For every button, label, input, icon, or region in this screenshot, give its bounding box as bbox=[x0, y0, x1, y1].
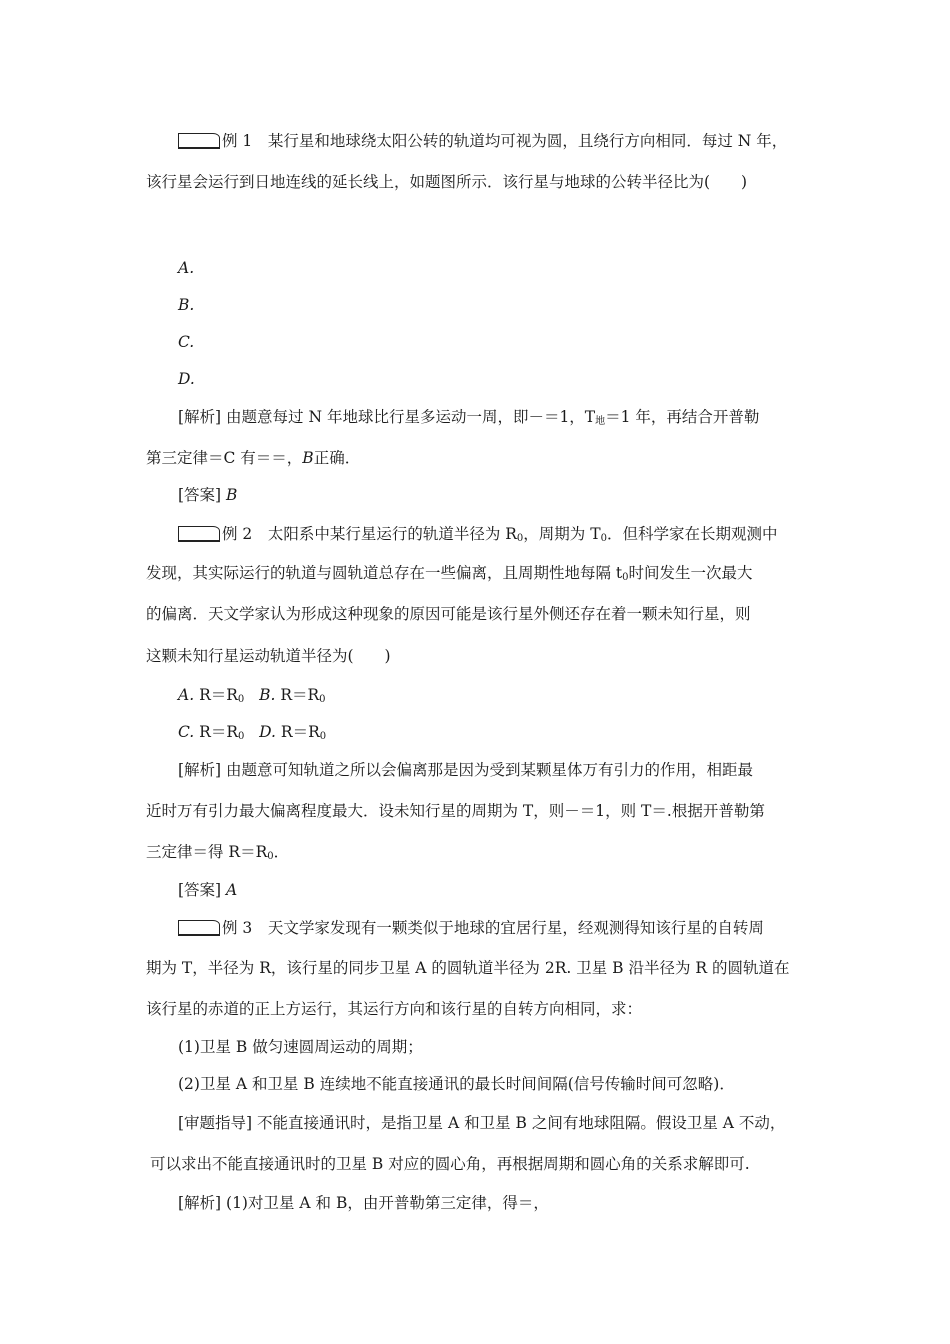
option-d: D. bbox=[178, 370, 195, 388]
example-2-label: 例 2 bbox=[222, 525, 253, 543]
question-1: (1)卫星 B 做匀速圆周运动的周期； bbox=[178, 1038, 423, 1056]
example-2-options-ab: A. $R=R_0$ B. $R=R_0$ bbox=[178, 686, 326, 705]
example-2-line-2: 发现，其实际运行的轨道与圆轨道总存在一些偏离，且周期性地每隔 $t_0$时间发生一次最大 bbox=[146, 564, 753, 583]
option-b: B. bbox=[178, 296, 195, 314]
example-1-line-2: 该行星会运行到日地连线的延长线上，如题图所示．该行星与地球的公转半径比为( ) bbox=[146, 173, 748, 191]
example-tag-icon bbox=[178, 526, 220, 542]
example-1-analysis-1: [解析] 由题意每过 N 年地球比行星多运动一周，即－＝1，$T_地=1$ 年，再结合开普勒 bbox=[178, 408, 760, 427]
example-tag-icon bbox=[178, 920, 220, 936]
example-1-label: 例 1 bbox=[222, 132, 253, 150]
question-2: (2)卫星 A 和卫星 B 连续地不能直接通讯的最长时间间隔(信号传输时间可忽略)． bbox=[178, 1075, 735, 1093]
example-2-line-4: 这颗未知行星运动轨道半径为( ) bbox=[146, 647, 391, 665]
example-2-options-cd: C. $R=R_0$ D. $R=R_0$ bbox=[178, 723, 327, 742]
example-3-line-2: 期为 T，半径为 R，该行星的同步卫星 A 的圆轨道半径为 2R. 卫星 B 沿半径为 R 的圆轨道在 bbox=[146, 959, 790, 977]
example-3-analysis-1: [解析] (1)对卫星 A 和 B，由开普勒第三定律，得＝， bbox=[178, 1194, 549, 1212]
example-2-analysis-1: [解析] 由题意可知轨道之所以会偏离那是因为受到某颗星体万有引力的作用，相距最 bbox=[178, 761, 754, 779]
example-2-line-1: 例 2 太阳系中某行星运行的轨道半径为 $R_0$，周期为 $T_0$．但科学家在长期观测中 bbox=[178, 524, 777, 549]
example-1-answer: [答案] B bbox=[178, 486, 238, 504]
example-3-label: 例 3 bbox=[222, 919, 253, 937]
example-1-line-1: 例 1 某行星和地球绕太阳公转的轨道均可视为圆，且绕行方向相同．每过 N 年， bbox=[178, 131, 787, 151]
example-1-analysis-2: 第三定律＝C 有＝＝，B正确． bbox=[146, 449, 361, 467]
example-3-line-3: 该行星的赤道的正上方运行，其运行方向和该行星的自转方向相同，求： bbox=[146, 1000, 643, 1018]
example-2-answer: [答案] A bbox=[178, 881, 238, 899]
example-3-line-1: 例 3 天文学家发现有一颗类似于地球的宜居行星，经观测得知该行星的自转周 bbox=[178, 918, 764, 938]
example-2-analysis-2: 近时万有引力最大偏离程度最大．设未知行星的周期为 T，则－＝1，则 T＝.根据开普勒第 bbox=[146, 802, 765, 820]
example-2-line-3: 的偏离．天文学家认为形成这种现象的原因可能是该行星外侧还存在着一颗未知行星，则 bbox=[146, 605, 751, 623]
guide-line-1: [审题指导] 不能直接通讯时，是指卫星 A 和卫星 B 之间有地球阻隔。假设卫星 A 不动， bbox=[178, 1114, 786, 1132]
example-tag-icon bbox=[178, 133, 220, 149]
guide-line-2: 可以求出不能直接通讯时的卫星 B 对应的圆心角，再根据周期和圆心角的关系求解即可. bbox=[150, 1155, 750, 1173]
example-2-analysis-3: 三定律＝得 $R=R_0$． bbox=[146, 843, 290, 862]
option-a: A. bbox=[178, 259, 195, 277]
option-c: C. bbox=[178, 333, 195, 351]
